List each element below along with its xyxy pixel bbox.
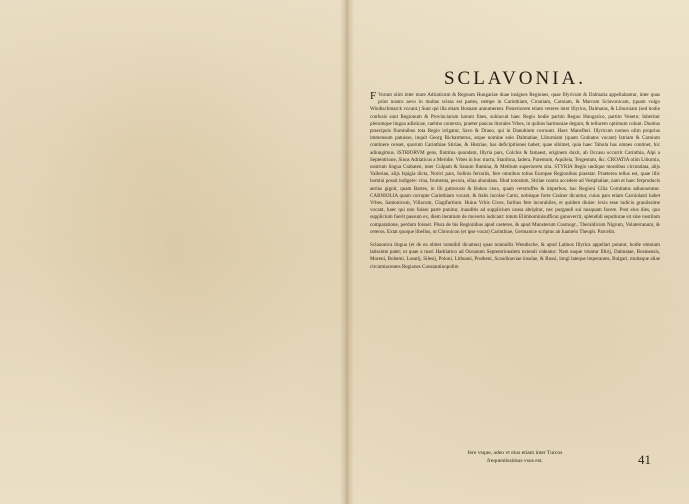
closing-line-2: frequentissimus vsus est. xyxy=(487,458,543,464)
ink-bleed-through xyxy=(30,30,320,470)
paragraph-1 xyxy=(370,92,660,236)
paragraph-2: Sclauonica lingua (et de ea obiter nonnihil dicamus) quae nonnullis Wendische, & apud Latinos Illyrica appellari putatur, hodie omnium latissime patet; ut quae a mari Hadriatico ad Oceanum Septentrionalem extendi videatur: Nam eaque vtuntur Illirij, Dalmatae, Bosinensis, Moreni, Bohemi, Lusatij, Silesij, Poloni, Lithuani, Prutheni, Scandinaviae insulae, & Russi, longi lateque imperantes, Bulgari, multaque aliae circumiacentes Regiones Constantinopolim xyxy=(370,242,660,270)
page-number: 41 xyxy=(638,452,651,467)
center-fold xyxy=(340,0,354,504)
body-text xyxy=(370,92,660,444)
drop-cap: F xyxy=(370,92,377,102)
page-title: SCLAVONIA. xyxy=(443,68,587,89)
closing-line-1: fere vsque, adeo vt eius etiam inter Turcos xyxy=(467,450,563,456)
paragraph-1-text: Vorunt olim inter mare Adriaticum & Regnum Hungariae duae insignes Regiones, quae Illyricum & Dalmatia appellabantur, inter quas prior nostro aevo in multas scissa est partes, nempe in Carinthiam, Croatiam, Carniam, & Marcam Sclavonicam, (quam vulgo Windischmarck vocant.) Sunt qui illa etiam Bosnam annumerent. Posteriorem etiam veteres inter Illyrios, Dalmatas, & Liburniam (sed hodie confusis sunt Regionum & Provinciarum harum fines, subiacuit haec Regio hodie partim Regno Hungarico, partim Veneto; Iuberitur plerumque lingua adisticae, caelmo contexto, praeter paucas litorales Vrbes, in quibus harmoniae degunt, & tellurem optimum colunt. Duobus praecipuis fluminibus tota Regio irrigatur, Savo & Drano, qui in Danubium corruunt. Haec Mansfleri. Illyricum nomen olim proprius immensum patuisse, inquit Georg Richarmerus, atque nomine solo Dalmatiae, Liburniam (quam Grabatos vocant) Istriam & Carnium continere censet, quorum Carinthiae Stiriae, & Histriae, has deficipitiones habet; quae sibimet, quia haec Tabula has omnes continet, hic adiungimus. ISTRIORVM gens, finitima quondam, Illyria pars, Colchis & famaest, originem duxit, ab Occasu occurrit Carinthia, Alpi a Septentrione, Sinus Adriaticus a Meridie. Vrbes in hoc tractu, Stanfona, Iadera, Parentum, Aquileia, Tergestum, &c. CROATIA olim Liburnia, nostrum lingua Crabaten, inter Culpam & Sauum flumina, & Metlium superiorem sita. STYRIA Regio undique montibus circundata, alijs Valleriae, alijs Ispigia dicta, Norici pars, fodinis ferrariis, fere omnibus totius Europae Regionibus praestat. Praeterea tellus est, quae illic homini possit indigere: vina, frumenta, pecora, silua abundans. Illud totostum, Stiriae contra accedere ad Vestphaliae, nam et haec ferproducis aerius gignit, quam Batres, in illi gutturosis & Buhos ceux, quam verstruffes & imperbos, hac Regioni Cilia Comitatus adiunxeratur. CARNIOLIA quam corrupte Carinthiam vocant, & Italis incolae Carni, nobisque forte Crainer dicuntur, cuius pars etiam Carniolasti habet Vrbes, Santonicum, Villacum, Clagifurtium. Huius Vrbis Cives, furibus fere incorabiles, et quidem diuise: lexis esse iudicio grauiissime vocant, haec qui non fuisse patre punitur, inauditis ad supplicium causa abripitur, nec purgandi sui nusquam facere. Post eius dies, quo supplicium fuerit passum ex, diem iteratium de moverto iudicant: totum Elimbominisufficut gunoverrit, splendidi sepulturae sit sine nostilum comparatione, perdum foisset. Plura de his Regionibus apud caeteres, & apud Munsterum Cosmogr., Theraldicum Nigrum, Volaterranum, & ceteros. Extat quoque libellus, ut Chronicon (et ipse vocat) Carinthiae, Germanice scriptus ab Iuamelo Theoph. Parcello. xyxy=(370,92,660,235)
closing-lines xyxy=(370,449,660,465)
